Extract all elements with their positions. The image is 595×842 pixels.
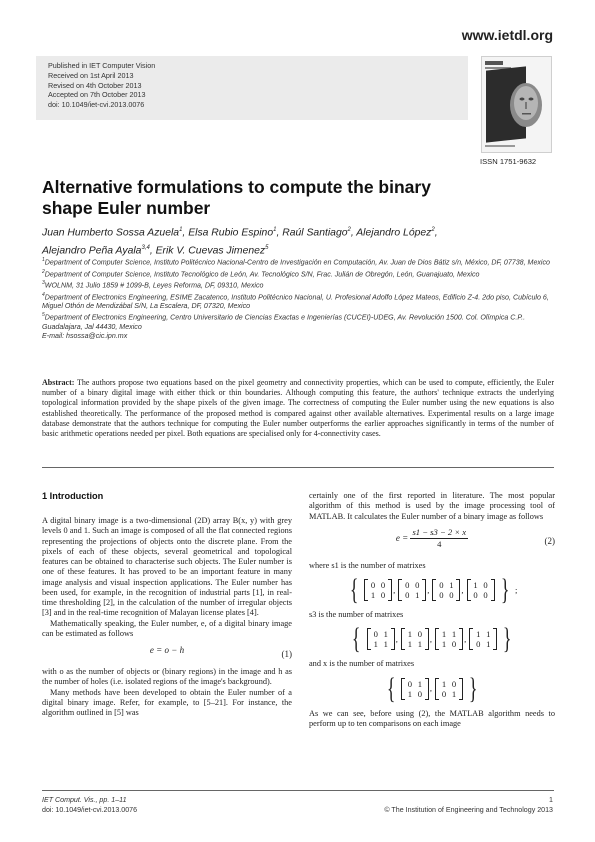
matrix-cell: 0 [441,688,447,699]
fraction-numerator: s1 − s3 − 2 × x [410,527,468,539]
affiliation-text: Department of Computer Science, Instituto Politécnico Nacional-Centro de Investigación en Computación, Av. Juan de Dios Bátiz s/n, México, DF, 07738, Mexico [44,258,551,267]
matrix [467,579,495,601]
matrix-cell: 1 [370,590,376,600]
footer-right [384,796,553,815]
footer-left [42,796,137,815]
matrix-cell: 0 [439,590,444,600]
affiliation-text: Department of Computer Science, Instituto Tecnológico de León, Av. Tecnológico S/N, Frac. Julián de Obregón, León, Guanajuato, Mexico [44,269,480,278]
author-affiliation-mark: 2 [347,227,351,233]
affiliation-mark: 2 [42,268,45,275]
publication-line: Accepted on 7th October 2013 [48,90,146,100]
affiliation-mark: 5 [42,312,45,319]
author-name: Alejandro López [356,227,432,239]
left-column [42,516,292,718]
matrix-cell: 1 [383,639,388,650]
paragraph: where s1 is the number of matrixes [309,560,426,570]
open-brace: { [349,573,359,606]
affiliation-mark: 4 [42,291,45,298]
matrix-cell: 1 [476,629,481,640]
paragraph: A digital binary image is a two-dimensional (2D) array B(x, y) with grey levels 0 and 1. Such an image is composed of all the flat connected regions representing the projections of objects onto the discrete plane. From the pixels of each of these objects, several geometrical and topological features can be obtained to characterise such objects. The Euler number is one of these features. It has proved to be an important feature in many image analysis and visual inspection applications. The Euler number has been used, for example, in the recognition of industrial parts [1], in real-time thresholding [2], in the calculation of the number of irregular objects [3] and in the real-time recognition of Malayan license plates [4]. [42,516,292,618]
matrix-cell: 0 [476,639,481,650]
close-brace: } [503,622,512,656]
publication-line: Published in IET Computer Vision [48,61,156,70]
publication-line: Revised on 4th October 2013 [48,80,142,90]
affiliation [42,268,557,280]
journal-cover-image [481,56,552,153]
equation-1 [42,645,292,667]
publication-info-box [36,56,468,120]
issn: ISSN 1751-9632 [480,157,537,166]
paragraph: with o as the number of objects or (binary regions) in the image and h as the number of holes (i.e. isolated regions of the image's background). [42,667,292,687]
matrix-set-s3: { 0 1 1 1 , 1 0 1 1 , 1 1 1 0 , 1 1 0 1 } [352,622,512,656]
section-divider [42,467,554,468]
affiliation-mark: 3 [42,280,45,287]
matrix-cell: 1 [441,629,447,640]
matrix-cell: 1 [486,629,491,640]
abstract-label: Abstract: [42,378,75,387]
affiliation-mark: 1 [42,257,45,263]
right-column [309,491,555,729]
matrix-cell: 1 [449,580,454,590]
close-brace: } [468,671,478,705]
matrix-cell: 0 [449,590,454,600]
matrix-cell: 1 [383,629,388,640]
matrix [469,628,497,650]
author-list: Juan Humberto Sossa Azuela$^1$, Elsa Rubio Espino$^1$, Raúl Santiago$^2$, Alejandro López$^2$, Alejandro Peña Ayala$^{3,4}$, Erik V. Cuevas Jimenez$^5$ [42,227,438,257]
footer-journal: IET Comput. Vis., pp. 1–11 [42,796,127,804]
matrix [401,628,429,650]
close-brace: } [500,573,510,606]
page-number: 1 [549,796,553,804]
matrix-cell: 1 [373,639,378,650]
matrix [435,628,463,650]
matrix-cell: 0 [473,590,478,600]
author-affiliation-mark: 2 [431,227,435,233]
matrix-cell: 1 [407,688,413,699]
affiliation-text: WOLNM, 31 Julio 1859 # 1099-B, Leyes Reforma, DF, 09310, Mexico [44,281,264,290]
section-heading: 1 Introduction [42,491,104,501]
author-affiliation-mark: 1 [179,227,183,233]
matrix-cell: 1 [407,639,413,650]
affiliation [42,311,557,332]
matrix-cell: 0 [483,590,488,600]
paper-title: Alternative formulations to compute the binary shape Euler number [42,177,431,218]
author-name: Erik V. Cuevas Jimenez [155,245,266,257]
matrix-cell: 1 [407,629,413,640]
fraction-denominator: 4 [437,539,442,549]
matrix-cell: 1 [451,629,457,640]
matrix-cell: 1 [473,580,478,590]
matrix-cell: 0 [417,688,423,699]
matrix-cell: 0 [483,580,488,590]
matrix-cell: 0 [380,590,386,600]
matrix [398,579,426,601]
matrix-cell: 1 [417,639,423,650]
matrix-cell: 0 [451,678,457,689]
equation-number: (2) [544,535,555,546]
matrix [364,579,392,601]
open-brace: { [352,622,361,656]
copyright: © The Institution of Engineering and Technology 2013 [384,805,553,814]
contact-email[interactable]: E-mail: hsossa@cic.ipn.mx [42,332,128,341]
author-name: Alejandro Peña Ayala [42,245,142,257]
abstract-text: The authors propose two equations based on the pixel geometry and connectivity properties, which can be used to compute, efficiently, the Euler number of a binary digital image with either thick or thin boundaries. Although computing this feature, the authors' technique extracts the underlying topological information provided by the shape pixels of the given image. The correctness of computing the Euler number using the new equations is also established theoretically. The performance of the proposed method is compared against other available alternatives. Experimental results on a large image database demonstrate that the authors technique for computing the Euler number outperforms the earlier approaches significantly in terms of the number of basic arithmetic operations needed per pixel. Both equations are specialised only for 4-connectivity cases. [42,378,554,439]
author-name: Raúl Santiago [282,227,348,239]
affiliation-text: Department of Electronics Engineering, ESIME Zacatenco, Instituto Politécnico Nacional, U. Profesional Adolfo López Mateos, Edificio Z-4. 2do piso, Cubículo 6, Miguel Othón de Mendizábal S/N, La Escalera, DF, 07320, Mexico [42,293,549,311]
matrix-cell: 0 [405,590,410,600]
journal-cover-graphic [482,57,552,153]
paragraph: certainly one of the first reported in literature. The most popular algorithm of this method is used by the image processing tool of MATLAB. It calculates the Euler number of a binary image as follows [309,491,555,521]
matrix-cell: 0 [439,580,444,590]
publication-line: doi: 10.1049/iet-cvi.2013.0076 [48,100,145,110]
matrix [435,678,463,700]
matrix-set-s1: { 0 0 1 0 , 0 0 0 1 , 0 1 0 0 , 1 0 0 0 } ; [349,573,518,606]
matrix-cell: 1 [486,639,491,650]
footer-divider [42,790,554,791]
matrix-cell: 1 [415,590,420,600]
matrix [401,678,429,700]
abstract [42,378,554,439]
footer-doi: doi: 10.1049/iet-cvi.2013.0076 [42,805,138,814]
publication-line: Received on 1st April 2013 [48,70,134,80]
matrix-cell: 1 [417,678,423,689]
matrix-cell: 0 [380,580,386,590]
matrix [432,579,460,601]
matrix-cell: 0 [370,580,376,590]
author-affiliation-mark: 3,4 [141,244,150,251]
matrix-cell: 0 [405,580,410,590]
matrix-cell: 0 [373,629,378,640]
matrix-cell: 0 [415,580,420,590]
matrix-cell: 0 [417,629,423,640]
matrix [367,628,395,650]
paragraph: s3 is the number of matrixes [309,610,404,619]
open-brace: { [386,671,396,705]
site-url[interactable]: www.ietdl.org [461,27,553,43]
paragraph: Mathematically speaking, the Euler number, e, of a digital binary image can be estimated as follows [42,618,292,638]
affiliation-text: Department of Electronics Engineering, Centro Universitario de Ciencias Exactas e Ingenierías (CUCEI)-UDEG, Av. Revolución 1500. Col. Olímpica C.P.. Guadalajara, Jal 44430, Mexico [42,313,526,332]
matrix-cell: 1 [441,678,447,689]
matrix-set-x: { 0 1 1 0 , 1 0 0 1 } [386,671,478,705]
matrix-cell: 0 [451,639,457,650]
paragraph: and x is the number of matrixes [309,659,415,669]
equation-fraction [410,527,468,550]
equation-number: (1) [281,649,292,659]
author-affiliation-mark: 1 [273,227,277,233]
author-affiliation-mark: 5 [265,244,269,251]
affiliation-list [42,256,557,341]
matrix-cell: 1 [451,688,457,699]
author-name: Elsa Rubio Espino [188,227,274,239]
equation-2 [309,527,555,557]
affiliation [42,256,557,268]
affiliation [42,279,557,291]
paragraph: As we can see, before using (2), the MATLAB algorithm needs to perform up to ten comparisons on each image [309,708,555,728]
paragraph: Many methods have been developed to obtain the Euler number of a digital binary image. Refer, for example, to [5–21]. For instance, the algorithm outlined in [5] was [42,687,292,717]
author-name: Juan Humberto Sossa Azuela [42,227,180,239]
equation-lhs: e = [395,532,409,543]
matrix-cell: 0 [407,678,413,689]
equation-body: e = o − h [149,645,185,655]
matrix-cell: 1 [441,639,447,650]
affiliation [42,291,557,312]
